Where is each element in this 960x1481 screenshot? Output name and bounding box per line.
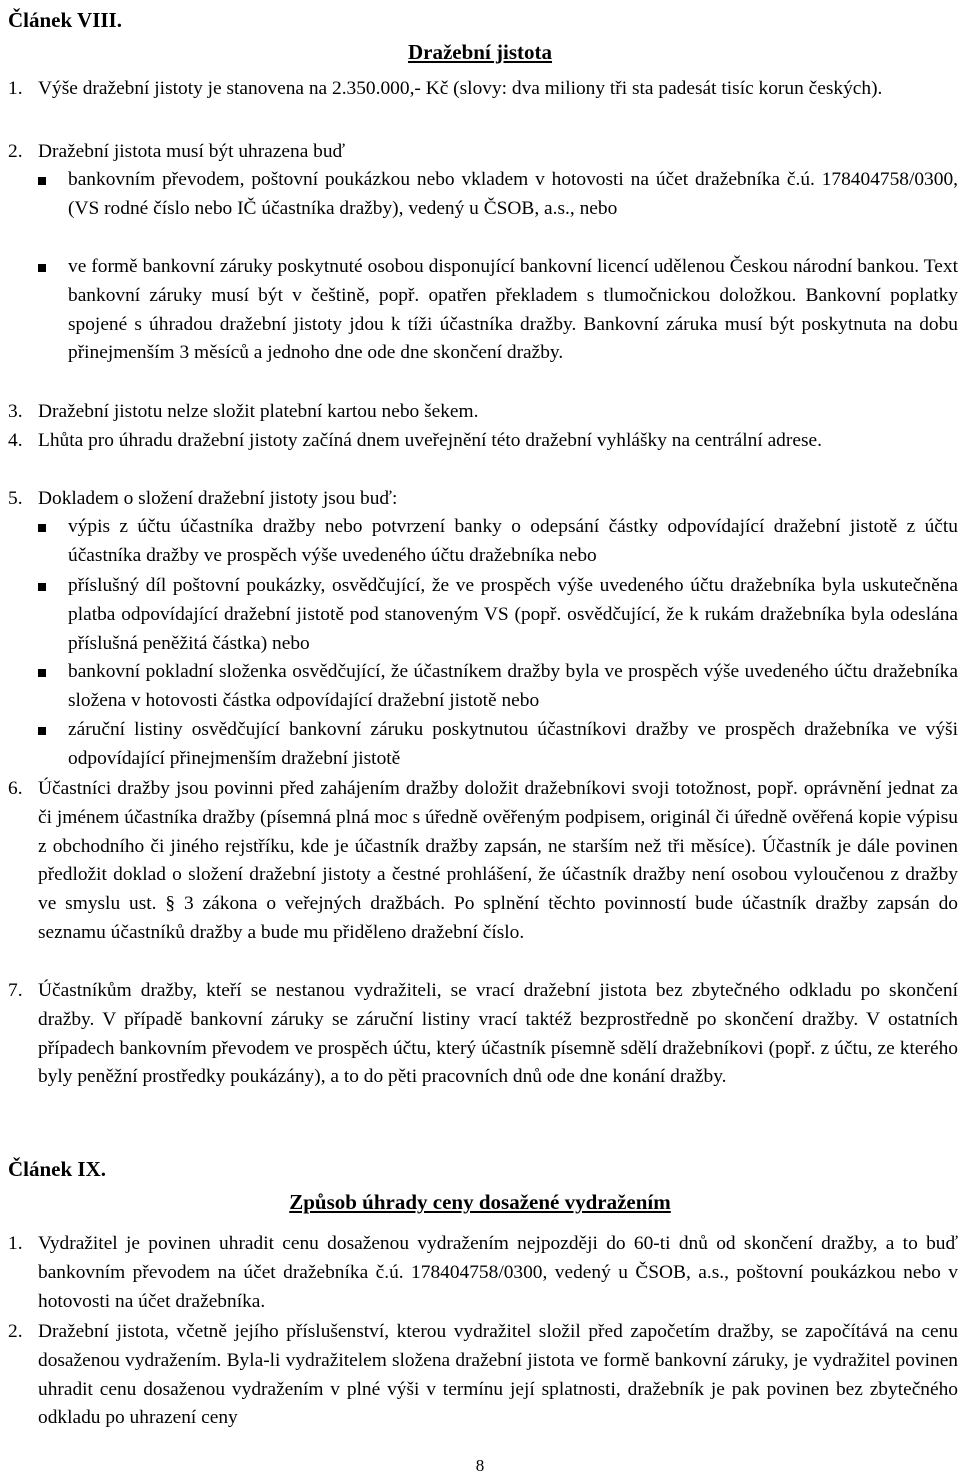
square-bullet-icon bbox=[38, 727, 46, 735]
article-8-item-1 bbox=[8, 75, 958, 104]
bullet-text: záruční listiny osvědčující bankovní záruku poskytnutou účastníkovi dražby ve prospěch dražebníka ve výši odpovídající přinejmenším dražební jistotě bbox=[68, 719, 958, 769]
page-number: 8 bbox=[475, 1456, 485, 1475]
item-text: Dokladem o složení dražební jistoty jsou buď: bbox=[38, 488, 398, 509]
article-8-item-5-bullet-3 bbox=[38, 658, 958, 716]
article-8-heading: Článek VIII. bbox=[8, 8, 122, 32]
article-9-item-2 bbox=[8, 1318, 958, 1433]
item-number: 2. bbox=[8, 141, 23, 162]
item-number: 1. bbox=[8, 78, 23, 99]
article-9-item-1 bbox=[8, 1230, 958, 1316]
item-number: 3. bbox=[8, 401, 23, 422]
item-text: Účastníkům dražby, kteří se nestanou vydražiteli, se vrací dražební jistota bez zbytečného odkladu po skončení dražby. V případě bankovní záruky se záruční listiny vrací taktéž bezprostředně po skončení dražby. V ostatních případech bankovním převodem ve prospěch účtu, který účastník písemně sdělí dražebníkovi (popř. z účtu, ze kterého byly peněžní prostředky poukázány), a to do pěti pracovních dnů ode dne konání dražby. bbox=[38, 980, 958, 1088]
bullet-text: bankovní pokladní složenka osvědčující, že účastníkem dražby byla ve prospěch výše uvedeného účtu dražebníka složena v hotovosti částka odpovídající dražební jistotě nebo bbox=[68, 661, 958, 711]
article-8-item-5-bullet-2 bbox=[38, 572, 958, 658]
item-number: 7. bbox=[8, 980, 23, 1001]
item-text: Účastníci dražby jsou povinni před zahájením dražby doložit dražebníkovi svoji totožnost, popř. oprávnění jednat za či jménem účastníka dražby (písemná plná moc s úředně ověřeným podpisem, originál či úředně ověřená kopie výpisu z obchodního či jiného rejstříku, kde je účastník dražby zapsán, ne starším než tři měsíce). Účastník je dále povinen předložit doklad o složení dražební jistoty a čestné prohlášení, že účastník dražby není osobou vyloučenou z dražby ve smyslu ust. § 3 zákona o veřejných dražbách. Po splnění těchto povinností bude účastník dražby zapsán do seznamu účastníků dražby a bude mu přiděleno dražební číslo. bbox=[38, 778, 958, 943]
item-text: Lhůta pro úhradu dražební jistoty začíná dnem uveřejnění této dražební vyhlášky na centrální adrese. bbox=[38, 430, 822, 451]
square-bullet-icon bbox=[38, 264, 46, 272]
article-8-item-2-bullet-2 bbox=[38, 253, 958, 368]
article-8-item-7 bbox=[8, 977, 958, 1092]
article-8-item-2 bbox=[8, 138, 958, 167]
article-9-heading: Článek IX. bbox=[8, 1157, 107, 1181]
item-number: 5. bbox=[8, 488, 23, 509]
article-8-item-2-bullet-1 bbox=[38, 166, 958, 224]
item-number: 1. bbox=[8, 1233, 23, 1254]
item-number: 2. bbox=[8, 1321, 23, 1342]
bullet-text: ve formě bankovní záruky poskytnuté osobou disponující bankovní licencí udělenou Českou národní bankou. Text bankovní záruky musí být v češtině, popř. opatřen překladem s tlumočnickou doložkou. Bankovní poplatky spojené s úhradou dražební jistoty jdou k tíži účastníka dražby. Bankovní záruka musí být poskytnuta na dobu přinejmenším 3 měsíců a jednoho dne ode dne skončení dražby. bbox=[68, 256, 958, 364]
article-8-item-5-bullet-4 bbox=[38, 716, 958, 774]
item-text: Dražební jistotu nelze složit platební kartou nebo šekem. bbox=[38, 401, 479, 422]
article-8-item-4 bbox=[8, 427, 958, 456]
article-8-subtitle: Dražební jistota bbox=[407, 40, 553, 64]
item-text: Dražební jistota musí být uhrazena buď bbox=[38, 141, 346, 162]
article-8-item-6 bbox=[8, 775, 958, 948]
article-9-subtitle: Způsob úhrady ceny dosažené vydražením bbox=[289, 1190, 671, 1214]
article-8-item-3 bbox=[8, 398, 958, 427]
article-8-item-5 bbox=[8, 485, 958, 514]
item-number: 6. bbox=[8, 778, 23, 799]
bullet-text: bankovním převodem, poštovní poukázkou nebo vkladem v hotovosti na účet dražebníka č.ú. 178404758/0300, (VS rodné číslo nebo IČ účastníka dražby), vedený u ČSOB, a.s., nebo bbox=[68, 169, 958, 219]
square-bullet-icon bbox=[38, 524, 46, 532]
bullet-text: příslušný díl poštovní poukázky, osvědčující, že ve prospěch výše uvedeného účtu dražebníka byla uskutečněna platba odpovídající dražební jistotě pod stanoveným VS (popř. osvědčující, že k rukám dražebníka byla odeslána příslušná peněžitá částka) nebo bbox=[68, 575, 958, 654]
bullet-text: výpis z účtu účastníka dražby nebo potvrzení banky o odepsání částky odpovídající dražební jistotě z účtu účastníka dražby ve prospěch výše uvedeného účtu dražebníka nebo bbox=[68, 516, 958, 566]
item-text: Výše dražební jistoty je stanovena na 2.350.000,- Kč (slovy: dva miliony tři sta padesát tisíc korun českých). bbox=[38, 78, 883, 99]
item-number: 4. bbox=[8, 430, 23, 451]
item-text: Dražební jistota, včetně jejího příslušenství, kterou vydražitel složil před započetím dražby, se započítává na cenu dosaženou vydražením. Byla-li vydražitelem složena dražební jistota ve formě bankovní záruky, je vydražitel povinen uhradit cenu dosaženou vydražením v plné výši v termínu její splatnosti, dražebník je pak povinen bez zbytečného odkladu po uhrazení ceny bbox=[38, 1321, 958, 1429]
square-bullet-icon bbox=[38, 177, 46, 185]
item-text: Vydražitel je povinen uhradit cenu dosaženou vydražením nejpozději do 60-ti dnů od skončení dražby, a to buď bankovním převodem na účet dražebníka č.ú. 178404758/0300, vedený u ČSOB, a.s., poštovní poukázkou nebo v hotovosti na účet dražebníka. bbox=[38, 1233, 958, 1312]
square-bullet-icon bbox=[38, 669, 46, 677]
article-8-item-5-bullet-1 bbox=[38, 513, 958, 571]
square-bullet-icon bbox=[38, 583, 46, 591]
